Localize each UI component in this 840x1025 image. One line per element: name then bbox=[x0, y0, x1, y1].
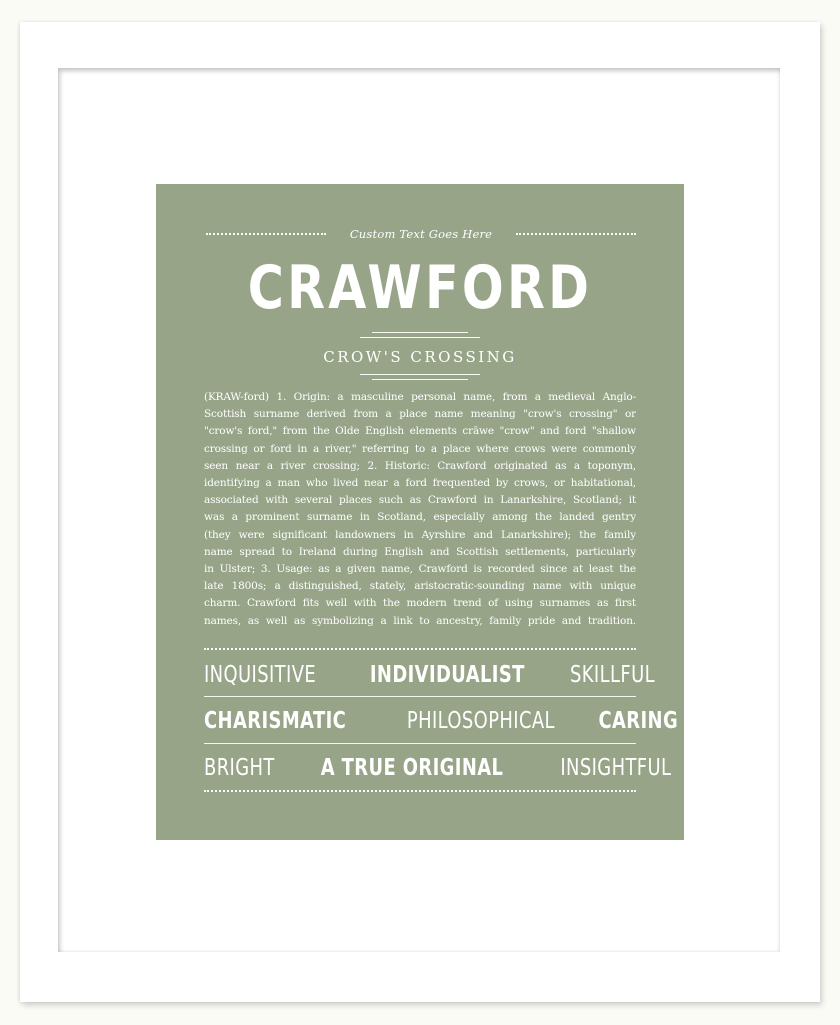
trait-word: INDIVIDUALIST bbox=[369, 662, 525, 688]
dotted-divider-right bbox=[516, 233, 636, 235]
trait-word: PHILOSOPHICAL bbox=[407, 708, 556, 734]
name-definition bbox=[204, 389, 636, 630]
custom-text: Custom Text Goes Here bbox=[349, 227, 493, 241]
traits-divider-1 bbox=[204, 696, 636, 697]
definition-line: identifying a man who lived near a ford frequented by crows, or habitational, bbox=[204, 477, 636, 490]
definition-line: (they were significant landowners in Ayrshire and Lanarkshire); the family bbox=[204, 528, 636, 541]
trait-word: CARING bbox=[598, 708, 679, 734]
trait-word: CHARISMATIC bbox=[204, 708, 347, 734]
traits-row-1 bbox=[204, 658, 656, 692]
trait-word: INQUISITIVE bbox=[204, 662, 317, 688]
definition-line: charm. Crawford fits well with the modern trend of using surnames as first bbox=[204, 597, 636, 610]
trait-word: BRIGHT bbox=[204, 755, 275, 781]
name-meaning: CROW'S CROSSING bbox=[323, 348, 517, 366]
name-title: CRAWFORD bbox=[247, 253, 593, 323]
definition-line: associated with several places such as Crawford in Lanarkshire, Scotland; it bbox=[204, 494, 636, 507]
rule-below-meaning-short bbox=[372, 379, 468, 380]
trait-word: INSIGHTFUL bbox=[560, 755, 672, 781]
dotted-divider-traits-top bbox=[204, 648, 636, 650]
definition-line: (KRAW-ford) 1. Origin: a masculine personal name, from a medieval Anglo- bbox=[204, 391, 636, 403]
rule-above-meaning bbox=[360, 337, 480, 338]
definition-line: "crow's ford," from the Olde English elements crāwe "crow" and ford "shallow bbox=[204, 425, 636, 438]
name-print bbox=[156, 184, 684, 840]
definition-line: crossing or ford in a river," referring to a place where crows were commonly bbox=[204, 442, 636, 455]
rule-above-meaning-short bbox=[372, 332, 468, 333]
dotted-divider-traits-bottom bbox=[204, 790, 636, 792]
traits-row-3 bbox=[204, 751, 672, 785]
trait-word: SKILLFUL bbox=[570, 662, 656, 688]
definition-line: late 1800s; a distinguished, stately, aristocratic-sounding name with unique bbox=[204, 580, 636, 593]
definition-line: name spread to Ireland during English and Scottish settlements, particularly bbox=[204, 545, 636, 558]
definition-line: in Ulster; 3. Usage: as a given name, Crawford is recorded since at least the bbox=[204, 563, 636, 576]
definition-line: names, as well as symbolizing a link to ancestry, family pride and tradition. bbox=[204, 614, 636, 627]
trait-word: A TRUE ORIGINAL bbox=[320, 755, 504, 781]
definition-line: Scottish surname derived from a place name meaning "crow's crossing" or bbox=[204, 408, 636, 421]
rule-below-meaning bbox=[360, 374, 480, 375]
traits-divider-2 bbox=[204, 743, 636, 744]
dotted-divider-left bbox=[206, 233, 326, 235]
custom-text-row bbox=[206, 222, 636, 246]
traits-row-2 bbox=[204, 704, 679, 738]
definition-line: was a prominent surname in Scotland, especially among the landed gentry bbox=[204, 511, 636, 524]
definition-line: seen near a river crossing; 2. Historic: Crawford originated as a toponym, bbox=[204, 459, 636, 472]
